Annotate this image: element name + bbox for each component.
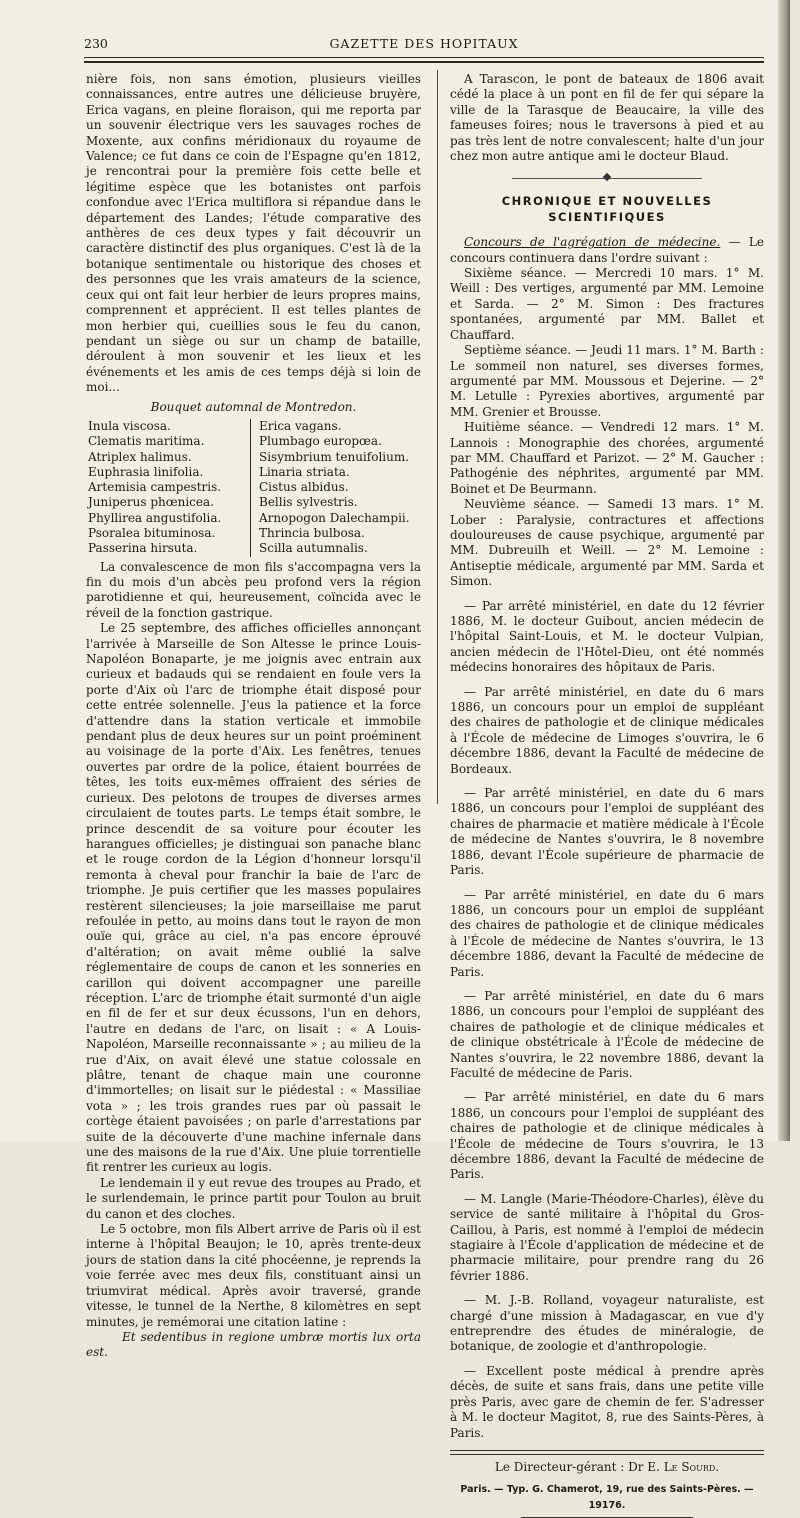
news-item: — M. J.-B. Rolland, voyageur naturaliste, est chargé d'une mission à Madagascar, en vue d'y entreprendre des études de minéralogie, de botanique, de zoologie et d'anthropologie. bbox=[450, 1293, 764, 1354]
page-header bbox=[84, 34, 764, 56]
plant-item: Plumbago europœa. bbox=[259, 434, 382, 449]
news-item: — Par arrêté ministériel, en date du 6 mars 1886, un concours pour un emploi de suppléant des chaires de pathologie et de clinique médicales à l'École de médecine de Nantes s'ouvrira, le 13 décembre 1886, devant la Faculté de médecine de Paris. bbox=[450, 887, 764, 979]
paragraph-tarascon: A Tarascon, le pont de bateaux de 1806 avait cédé la place à un pont en fil de fer qui sépare la ville de la Tarasque de Beaucaire, la ville des fameuses foires; nous le traversons à pied et au pas très lent de notre convalescent; halte d'un jour chez mon autre antique ami le docteur Blaud. bbox=[450, 72, 764, 164]
news-item: — M. Langle (Marie-Théodore-Charles), élève du service de santé militaire à l'hôpital du Gros-Caillou, à Paris, est nommé à l'emploi de médecin stagiaire à l'École d'application de médecine et de pharmacie militaire, pour prendre rang du 26 février 1886. bbox=[450, 1191, 764, 1283]
plant-item: Bellis sylvestris. bbox=[259, 495, 358, 510]
plant-item: Euphrasia linifolia. bbox=[88, 464, 204, 479]
header-rule bbox=[84, 57, 764, 58]
news-item: — Excellent poste médical à prendre après décès, de suite et sans frais, dans une petite ville près Paris, avec gare de chemin de fer. S'adresser à M. le docteur Magitot, 8, rue des Saints-Pères, à Paris. bbox=[450, 1363, 764, 1440]
ornament-diamond bbox=[603, 173, 611, 181]
plant-list bbox=[86, 419, 421, 557]
plant-item: Passerina hirsuta. bbox=[88, 541, 198, 556]
seance-ninth: Neuvième séance. — Samedi 13 mars. 1° M. Lober : Paralysie, contractures et affections douloureuses de cause psychique, argumenté par MM. Dubreuilh et Weill. — 2° M. Lemoine : Antiseptie médicale, argumenté par MM. Sarda et Simon. bbox=[450, 497, 764, 589]
paragraph-botany: nière fois, non sans émotion, plusieurs vieilles connaissances, entre autres une délicieuse bruyère, Erica vagans, en pleine floraison, qui me reporta par un souvenir électrique vers les sauvages roches de Moxente, aux confins méridionaux du royaume de Valence; ce fut dans ce coin de l'Espagne qu'en 1812, je rencontrai pour la première fois cette belle et légitime espèce que les botanistes ont parfois confondue avec l'Erica multiflora si répandue dans le département des Landes; l'étude comparative des anthères de ces deux types y fait découvrir un caractère distinctif des plus organiques. C'est là de la botanique sentimentale ou historique des choses et des personnes que les vrais amateurs de la science, ceux qui ont fait leur herbier de leurs propres mains, comprennent et apprécient. Il est telles plantes de mon herbier qui, cueillies sous le feu du canon, pendant un siège ou sur un champ de bataille, déroulent à mon souvenir et les lieux et les événements et les amis de ces temps déjà si loin de moi... bbox=[86, 72, 421, 395]
signature-name: Le Sourd. bbox=[663, 1459, 720, 1474]
plant-item: Juniperus phœnicea. bbox=[88, 495, 214, 510]
section-title: CHRONIQUE ET NOUVELLES SCIENTIFIQUES bbox=[501, 194, 713, 224]
printer-imprint: Paris. — Typ. G. Chamerot, 19, rue des Saints-Pères. — 19176. bbox=[460, 1484, 754, 1511]
plant-item: Erica vagans. bbox=[259, 418, 342, 433]
plant-item: Scilla autumnalis. bbox=[259, 541, 368, 556]
journal-title: GAZETTE DES HOPITAUX bbox=[329, 36, 519, 51]
signature-rule bbox=[450, 1450, 764, 1451]
news-item: — Par arrêté ministériel, en date du 12 février 1886, M. le docteur Guibout, ancien médecin de l'hôpital Saint-Louis, et M. le docteur Vulpian, ancien médecin de l'Hôtel-Dieu, ont été nommés médecins honoraires des hôpitaux de Paris. bbox=[450, 598, 764, 675]
plant-item: Inula viscosa. bbox=[88, 418, 171, 433]
plant-item: Thrincia bulbosa. bbox=[259, 526, 365, 541]
news-item: — Par arrêté ministériel, en date du 6 mars 1886, un concours pour un emploi de suppléant des chaires de pathologie et de clinique médicales à l'École de médecine de Limoges s'ouvrira, le 6 décembre 1886, devant la Faculté de médecine de Bordeaux. bbox=[450, 684, 764, 776]
page-edge-shadow bbox=[778, 0, 790, 1141]
plant-item: Sisymbrium tenuifolium. bbox=[259, 449, 410, 464]
left-column bbox=[86, 72, 421, 1361]
paragraph-review: Le lendemain il y eut revue des troupes au Prado, et le surlendemain, le prince partit pour Toulon au bruit du canon et des cloches. bbox=[86, 1175, 421, 1221]
agregation-paragraph bbox=[450, 235, 764, 266]
seance-sixth: Sixième séance. — Mercredi 10 mars. 1° M. Weill : Des vertiges, argumenté par MM. Lemoine et Sarda. — 2° M. Simon : Des fractures spontanées, argumenté par MM. Ballet et Chauffard. bbox=[450, 266, 764, 342]
header-rule-double bbox=[84, 61, 764, 63]
director-signature bbox=[450, 1460, 764, 1475]
plant-list-right bbox=[251, 419, 421, 557]
signature-rule-double bbox=[450, 1454, 764, 1455]
agregation-title: Concours de l'agrégation de médecine. bbox=[464, 235, 721, 250]
column-divider bbox=[437, 70, 438, 804]
seance-seventh: Septième séance. — Jeudi 11 mars. 1° M. Barth : Le sommeil non naturel, ses diverses formes, argumenté par MM. Moussous et Dejerine. — 2° M. Letulle : Pyrexies abortives, argumenté par MM. Grenier et Brousse. bbox=[450, 343, 764, 419]
plant-item: Linaria striata. bbox=[259, 464, 350, 479]
paragraph-departure: Le 5 octobre, mon fils Albert arrive de Paris où il est interne à l'hôpital Beaujon; le 10, après trente-deux jours de station dans la cité phocéenne, je reprends la voie ferrée avec mes deux fils, constituant ainsi un triumvirat médical. Après avoir traversé, grande vitesse, le tunnel de la Nerthe, 8 kilomètres en sept minutes, je remémorai une citation latine : bbox=[86, 1222, 421, 1329]
news-item: — Par arrêté ministériel, en date du 6 mars 1886, un concours pour l'emploi de suppléant des chaires de pathologie et de clinique médicales à l'École de médecine de Tours s'ouvrira, le 13 décembre 1886, devant la Faculté de médecine de Paris. bbox=[450, 1090, 764, 1182]
paragraph-convalescence: La convalescence de mon fils s'accompagna vers la fin du mois d'un abcès peu profond vers la région parotidienne et qui, heureusement, coïncida avec le réveil de la fonction gastrique. bbox=[86, 559, 421, 620]
bouquet-title: Bouquet automnal de Montredon. bbox=[150, 399, 357, 414]
plant-item: Psoralea bituminosa. bbox=[88, 526, 216, 541]
news-item: — Par arrêté ministériel, en date du 6 mars 1886, un concours pour l'emploi de suppléant des chaires de pharmacie et matière médicale à l'École de médecine de Nantes s'ouvrira, le 8 novembre 1886, devant l'École supérieure de pharmacie de Paris. bbox=[450, 786, 764, 878]
page-number: 230 bbox=[84, 36, 108, 51]
plant-item: Phyllirea angustifolia. bbox=[88, 510, 222, 525]
plant-item: Arnopogon Dalechampii. bbox=[259, 510, 410, 525]
agregation-intro: — Le concours continuera dans l'ordre suivant : bbox=[450, 235, 764, 265]
right-column bbox=[450, 72, 764, 1518]
plant-item: Clematis maritima. bbox=[88, 434, 205, 449]
section-ornament bbox=[450, 170, 764, 188]
seance-eighth: Huitième séance. — Vendredi 12 mars. 1° M. Lannois : Monographie des chorées, argumenté par MM. Chauffard et Parizot. — 2° M. Gaucher : Pathogénie des néphrites, argumenté par MM. Boinet et De Beurmann. bbox=[450, 420, 764, 496]
signature-prefix: Le Directeur-gérant : Dr E. bbox=[494, 1459, 664, 1474]
paragraph-prince-visit: Le 25 septembre, des affiches officielles annonçant l'arrivée à Marseille de Son Altesse le prince Louis-Napoléon Bonaparte, je me joignis avec entrain aux curieux et badauds qui se rendaient en foule vers la porte d'Aix où l'arc de triomphe était disposé pour cette entrée solennelle. J'eus la patience et la force d'attendre dans la station verticale et immobile pendant plus de deux heures sur un point proéminent au voisinage de la porte d'Aix. Les fenêtres, tenues ouvertes par ordre de la police, étaient bourrées de têtes, les toits eux-mêmes offraient des séries de curieux. Des pelotons de troupes de diverses armes circulaient de toutes parts. Le temps était sombre, le prince descendit de sa voiture pour écouter les harangues officielles; je distinguai son panache blanc et le rouge cordon de la Légion d'honneur lorsqu'il remonta à cheval pour franchir la baie de l'arc de triomphe. Je puis certifier que les masses populaires restèrent silencieuses; la joie marseillaise me parut refoulée in petto, au moins dans tout le rayon de mon ouïe qui, grâce au ciel, n'a pas encore éprouvé d'altération; on avait même oublié la salve réglementaire de coups de canon et les sonneries en carillon qui doivent accompagner une pareille réception. L'arc de triomphe était surmonté d'un aigle en fil de fer et sur deux écussons, l'un en dehors, l'autre en dedans de l'arc, on lisait : « A Louis-Napoléon, Marseille reconnaissante » ; au milieu de la rue d'Aix, on avait élevé une statue colossale en plâtre, tenant de chaque main une couronne d'immortelles; on lisait sur le piédestal : « Massiliae vota » ; les trois grandes rues par où passait le cortège étaient pavoisées ; on parle d'arrestations par suite de la découverte d'une machine infernale dans une des maisons de la rue d'Aix. Une pluie torrentielle fit rentrer les curieux au logis. bbox=[86, 621, 421, 1175]
news-item: — Par arrêté ministériel, en date du 6 mars 1886, un concours pour l'emploi de suppléant des chaires de pathologie et de clinique médicales et de clinique obstétricale à l'École de médecine de Nantes s'ouvrira, le 22 novembre 1886, devant la Faculté de médecine de Paris. bbox=[450, 988, 764, 1080]
plant-item: Artemisia campestris. bbox=[88, 480, 222, 495]
plant-item: Atriplex halimus. bbox=[88, 449, 192, 464]
plant-item: Cistus albidus. bbox=[259, 480, 349, 495]
latin-citation: Et sedentibus in regione umbræ mortis lux orta est. bbox=[86, 1329, 421, 1360]
plant-list-left bbox=[86, 419, 251, 557]
